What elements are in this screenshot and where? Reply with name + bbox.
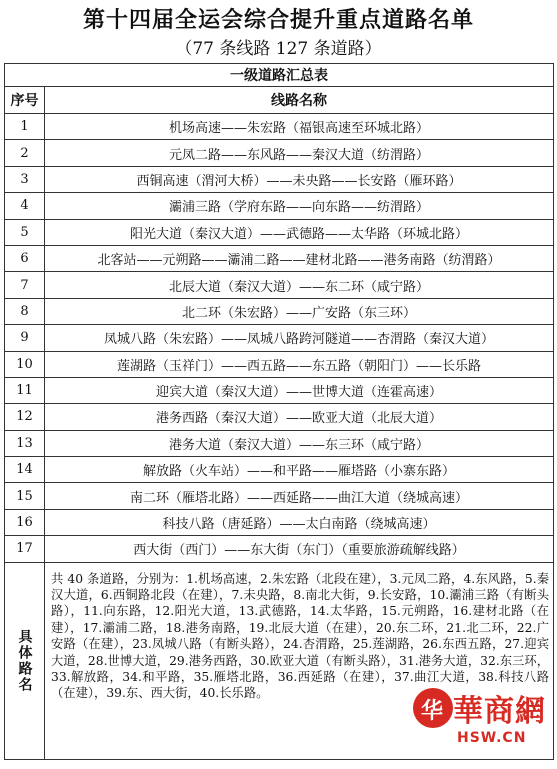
row-route-name: 科技八路（唐延路）——太白南路（绕城高速） (45, 509, 554, 535)
table-row (5, 272, 554, 298)
row-index: 7 (5, 272, 45, 298)
table-row (5, 298, 554, 324)
table-header-row (5, 87, 554, 114)
row-index: 8 (5, 298, 45, 324)
hsw-brand-name: 華商網 (453, 694, 546, 729)
row-index: 11 (5, 377, 45, 403)
row-route-name: 港务大道（秦汉大道）——东三环（咸宁路） (45, 430, 554, 456)
summary-text: 共 40 条道路，分别为：1.机场高速，2.朱宏路（北段在建），3.元凤二路，4.东风路，5.秦汉大道，6.西铜路北段（在建），7.未央路，8.南北大街，9.长安路，10.灞浦三路（有断头路），11.向东路，12.阳光大道，13.武德路，14.太华路，15.元朔路，16.建材北路（在建），17.灞浦二路，18.港务南路，19.北辰大道（在建），20.东二环，21.北二环，22.广安路（在建），23.凤城八路（有断头路），24.杏渭路，25.莲湖路，26.东西五路，27.迎宾大道，28.世博大道，29.港务西路，30.欧亚大道（有断头路），31.港务大道，32.东三环，33.解放路，34.和平路，35.雁塔北路，36.西延路（在建），37.曲江大道，38.科技八路（在建），39.东、西大街，40.长乐路。 (51, 571, 549, 701)
row-route-name: 西大街（西门）——东大街（东门）（重要旅游疏解线路） (45, 536, 554, 562)
table-row (5, 483, 554, 509)
table-row (5, 377, 554, 403)
row-index: 13 (5, 430, 45, 456)
row-index: 10 (5, 351, 45, 377)
table-row (5, 219, 554, 245)
row-route-name: 元凤二路——东风路——秦汉大道（纺渭路） (45, 140, 554, 166)
table-row (5, 140, 554, 166)
table-row (5, 536, 554, 562)
row-index: 4 (5, 193, 45, 219)
row-route-name: 北辰大道（秦汉大道）——东二环（咸宁路） (45, 272, 554, 298)
row-index: 12 (5, 404, 45, 430)
row-route-name: 北二环（朱宏路）——广安路（东三环） (45, 298, 554, 324)
summary-label-cell (5, 562, 45, 759)
row-index: 15 (5, 483, 45, 509)
row-index: 16 (5, 509, 45, 535)
table-row (5, 509, 554, 535)
hsw-logo-icon: 华 (413, 688, 453, 728)
row-index: 17 (5, 536, 45, 562)
summary-label: 具体路名 (16, 628, 33, 693)
table-row (5, 351, 554, 377)
row-route-name: 西铜高速（渭河大桥）——未央路——长安路（雁环路） (45, 166, 554, 192)
table-row (5, 193, 554, 219)
row-index: 14 (5, 457, 45, 483)
page-subtitle: （77 条线路 127 条道路） (175, 39, 382, 59)
row-index: 2 (5, 140, 45, 166)
row-index: 5 (5, 219, 45, 245)
row-route-name: 机场高速——朱宏路（福银高速至环城北路） (45, 114, 554, 140)
table-row (5, 457, 554, 483)
row-route-name: 南二环（雁塔北路）——西延路——曲江大道（绕城高速） (45, 483, 554, 509)
column-header-name: 线路名称 (45, 87, 554, 114)
row-route-name: 凤城八路（朱宏路）——凤城八路跨河隧道——杏渭路（秦汉大道） (45, 325, 554, 351)
row-route-name: 解放路（火车站）——和平路——雁塔路（小寨东路） (45, 457, 554, 483)
hsw-url: HSW.CN (457, 730, 527, 746)
table-caption: 一级道路汇总表 (5, 64, 554, 87)
row-index: 6 (5, 245, 45, 271)
table-row (5, 430, 554, 456)
table-caption-row (5, 64, 554, 87)
table-row (5, 166, 554, 192)
table-row (5, 245, 554, 271)
roads-table (4, 63, 554, 760)
table-row (5, 404, 554, 430)
column-header-index: 序号 (5, 87, 45, 114)
row-route-name: 港务西路（秦汉大道）——欧亚大道（北辰大道） (45, 404, 554, 430)
table-row (5, 325, 554, 351)
row-index: 9 (5, 325, 45, 351)
row-route-name: 迎宾大道（秦汉大道）——世博大道（连霍高速） (45, 377, 554, 403)
page-title: 第十四届全运会综合提升重点道路名单 (82, 7, 474, 33)
row-route-name: 莲湖路（玉祥门）——西五路——东五路（朝阳门）——长乐路 (45, 351, 554, 377)
row-index: 1 (5, 114, 45, 140)
row-route-name: 北客站——元朔路——灞浦二路——建材北路——港务南路（纺渭路） (45, 245, 554, 271)
hsw-watermark (413, 680, 553, 766)
row-index: 3 (5, 166, 45, 192)
row-route-name: 阳光大道（秦汉大道）——武德路——太华路（环城北路） (45, 219, 554, 245)
table-row (5, 114, 554, 140)
row-route-name: 灞浦三路（学府东路——向东路——纺渭路） (45, 193, 554, 219)
